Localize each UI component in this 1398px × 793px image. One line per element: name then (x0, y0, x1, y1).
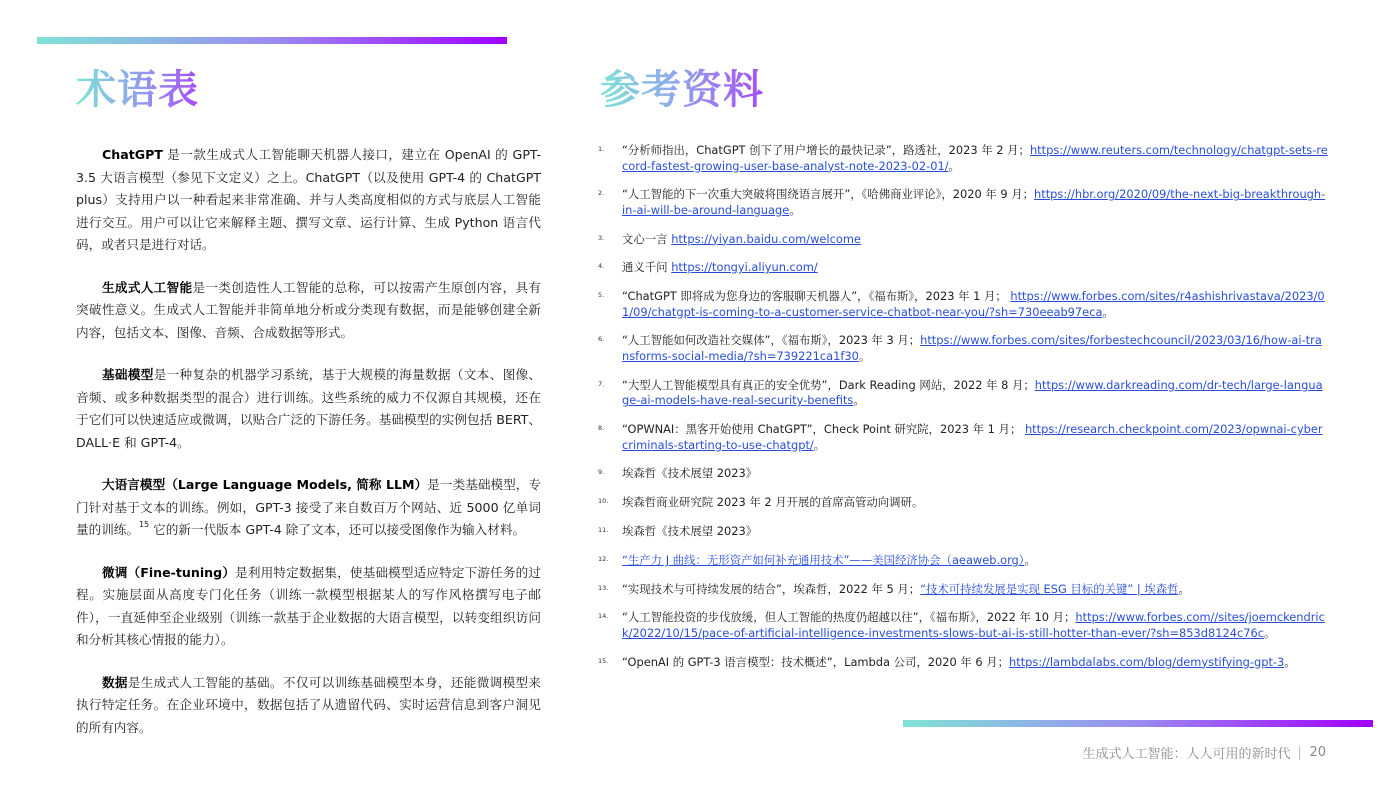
reference-text: “分析师指出，ChatGPT 创下了用户增长的最快记录”，路透社，2023 年 2 月； (622, 143, 1030, 157)
reference-number: 8. (598, 424, 605, 433)
reference-item (598, 553, 1328, 569)
reference-item (598, 610, 1328, 641)
reference-tail: 。 (813, 437, 826, 452)
reference-text: “人工智能投资的步伐放缓，但人工智能的热度仍超越以往”，《福布斯》，2022 年 10 月； (622, 610, 1076, 625)
reference-number: 4. (598, 262, 605, 271)
reference-text: 文心一言 (622, 231, 672, 246)
glossary-term: 大语言模型（Large Language Models, 简称 LLM） (102, 477, 428, 492)
glossary-entry (76, 144, 541, 257)
reference-tail: 。 (1102, 304, 1114, 319)
glossary-term: 基础模型 (102, 367, 154, 382)
page-number: 20 (1309, 745, 1326, 760)
reference-text: 埃森哲《技术展望 2023》 (622, 523, 758, 538)
reference-number: 1. (598, 145, 605, 153)
glossary-term: ChatGPT (102, 147, 163, 162)
reference-item (598, 422, 1328, 453)
reference-text: “大型人工智能模型具有真正的安全优势”，Dark Reading 网站，2022 年 8 月； (622, 377, 1035, 392)
reference-item (598, 143, 1328, 174)
footer-title: 生成式人工智能：人人可用的新时代 (1082, 747, 1291, 762)
reference-number: 7. (598, 379, 605, 388)
reference-number: 10. (598, 497, 609, 506)
reference-text: 通义千问 (622, 260, 672, 275)
page-footer (1082, 743, 1326, 762)
reference-number: 13. (598, 583, 609, 592)
reference-link[interactable]: https://www.forbes.com/sites/r4ashishrivastava/2023/01/09/chatgpt-is-coming-to-a-customer-service-chatbot-near-you/?sh=730eeab97eca (622, 289, 1325, 319)
glossary-entry (76, 277, 541, 345)
glossary-definition: 是一类基础模型，专门针对基于文本的训练。例如，GPT-3 接受了来自数百万个网站、近 5000 亿单词量的训练。 (76, 477, 541, 537)
reference-item (598, 333, 1328, 364)
top-accent-bar (37, 37, 507, 44)
glossary-entry (76, 474, 541, 542)
reference-number: 3. (598, 233, 605, 242)
bottom-accent-bar (903, 720, 1373, 727)
reference-text: 埃森哲商业研究院 2023 年 2 月开展的首席高管动向调研。 (622, 495, 924, 510)
reference-number: 2. (598, 189, 605, 198)
reference-item (598, 378, 1328, 409)
reference-text: “人工智能如何改造社交媒体”，《福布斯》，2023 年 3 月； (622, 333, 921, 348)
reference-link[interactable]: “技术可持续发展是实现 ESG 目标的关键” | 埃森哲 (920, 581, 1179, 596)
reference-item (598, 260, 1328, 276)
glossary-definition: 是一种复杂的机器学习系统，基于大规模的海量数据（文本、图像、音频、或多种数据类型的混合）进行训练。这些系统的威力不仅源自其规模，还在于它们可以快速适应或微调，以贴合广泛的下游任务。基础模型的实例包括 BERT、DALL·E 和 GPT-4。 (76, 367, 542, 450)
reference-link[interactable]: “生产力 J 曲线：无形资产如何补充通用技术”——美国经济协会（aeaweb.org） (622, 552, 1025, 567)
reference-item (598, 524, 1328, 540)
glossary-definition: 是生成式人工智能的基础。不仅可以训练基础模型本身，还能微调模型来执行特定任务。在企业环境中，数据包括了从遗留代码、实时运营信息到客户洞见的所有内容。 (76, 674, 542, 735)
glossary-definition-cont: 它的新一代版本 GPT-4 除了文本，还可以接受图像作为输入材料。 (149, 522, 526, 537)
glossary-definition: 是利用特定数据集，使基础模型适应特定下游任务的过程。实施层面从高度专门化任务（训练一款模型根据某人的写作风格撰写电子邮件），一直延伸至企业级别（训练一款基于企业数据的大语言模型，以转变组织访问和分析其核心情报的能力）。 (76, 564, 541, 647)
references-title: 参考资料 (600, 67, 764, 113)
reference-link[interactable]: https://www.forbes.com/sites/forbestechcouncil/2023/03/16/how-ai-transforms-social-media/?sh=739221ca1f30 (622, 333, 1322, 363)
reference-tail: 。 (789, 202, 801, 217)
reference-item (598, 232, 1328, 248)
reference-tail: 。 (1284, 654, 1296, 669)
reference-text: “OPWNAI：黑客开始使用 ChatGPT”，Check Point 研究院，2023 年 1 月； (622, 422, 1025, 437)
reference-item (598, 655, 1328, 671)
glossary-term: 微调（Fine-tuning） (102, 564, 236, 580)
reference-number: 5. (598, 291, 605, 300)
reference-text: “实现技术与可持续发展的结合”，埃森哲，2022 年 5 月； (622, 581, 921, 596)
reference-link[interactable]: https://www.forbes.com//sites/joemckendrick/2022/10/15/pace-of-artificial-intelligence-investments-slows-but-ai-is-still-hotter-than-ever/?sh=853d8124c76c (622, 610, 1325, 640)
reference-item (598, 495, 1328, 511)
reference-item (598, 187, 1328, 218)
reference-tail: 。 (1264, 625, 1276, 640)
glossary-entry (76, 562, 541, 652)
reference-item (598, 289, 1328, 320)
glossary-title: 术语表 (76, 67, 199, 113)
reference-tail: 。 (948, 158, 960, 173)
reference-link[interactable]: https://www.darkreading.com/dr-tech/large-language-ai-models-have-real-security-benefits (622, 377, 1323, 408)
reference-number: 11. (598, 525, 609, 534)
reference-link[interactable]: https://lambdalabs.com/blog/demystifying-gpt-3 (1009, 654, 1285, 669)
footer-divider (1299, 746, 1300, 760)
reference-number: 14. (598, 612, 609, 621)
glossary-term: 生成式人工智能 (102, 279, 193, 295)
reference-tail: 。 (853, 393, 865, 408)
reference-number: 6. (598, 335, 605, 344)
reference-number: 12. (598, 554, 609, 563)
reference-link[interactable]: https://hbr.org/2020/09/the-next-big-breakthrough-in-ai-will-be-around-language (622, 187, 1326, 217)
glossary-definition: 是一类创造性人工智能的总称，可以按需产生原创内容，具有突破性意义。生成式人工智能并非简单地分析或分类现有数据，而是能够创建全新内容，包括文本、图像、音频、合成数据等形式。 (76, 279, 542, 340)
reference-text: “人工智能的下一次重大突破将围绕语言展开”，《哈佛商业评论》，2020 年 9 月； (622, 187, 1035, 202)
reference-text: 埃森哲《技术展望 2023》 (622, 466, 758, 481)
glossary-term: 数据 (102, 674, 128, 690)
reference-number: 15. (598, 656, 609, 665)
reference-link[interactable]: https://www.reuters.com/technology/chatgpt-sets-record-fastest-growing-user-base-analyst-note-2023-02-01/ (622, 143, 1328, 173)
reference-tail: 。 (1178, 581, 1190, 596)
glossary-entry (76, 364, 541, 454)
reference-tail: 。 (858, 348, 871, 363)
reference-text: “ChatGPT 即将成为您身边的客服聊天机器人”，《福布斯》，2023 年 1 月； (622, 289, 1011, 304)
glossary-section (76, 144, 541, 759)
footnote-marker[interactable]: 15 (138, 520, 150, 529)
reference-text: “OpenAI 的 GPT-3 语言模型：技术概述”，Lambda 公司，2020 年 6 月； (622, 654, 1010, 669)
glossary-entry (76, 672, 541, 740)
glossary-definition: 是一款生成式人工智能聊天机器人接口，建立在 OpenAI 的 GPT-3.5 大语言模型（参见下文定义）之上。ChatGPT（以及使用 GPT-4 的 ChatGPT plus）支持用户以一种看起来非常准确、并与人类高度相似的方式与底层人工智能进行交互。用户可以让它来解释主题、撰写文章、运行计算、生成 Python 语言代码，或者只是进行对话。 (76, 147, 541, 252)
reference-number: 9. (598, 468, 605, 477)
references-list (598, 143, 1328, 683)
reference-link[interactable]: https://yiyan.baidu.com/welcome (671, 231, 861, 246)
reference-item (598, 582, 1328, 598)
reference-item (598, 466, 1328, 482)
reference-link[interactable]: https://tongyi.aliyun.com/ (671, 260, 818, 275)
reference-link[interactable]: https://research.checkpoint.com/2023/opwnai-cybercriminals-starting-to-use-chatgpt/ (622, 422, 1323, 452)
reference-tail: 。 (1024, 552, 1036, 567)
